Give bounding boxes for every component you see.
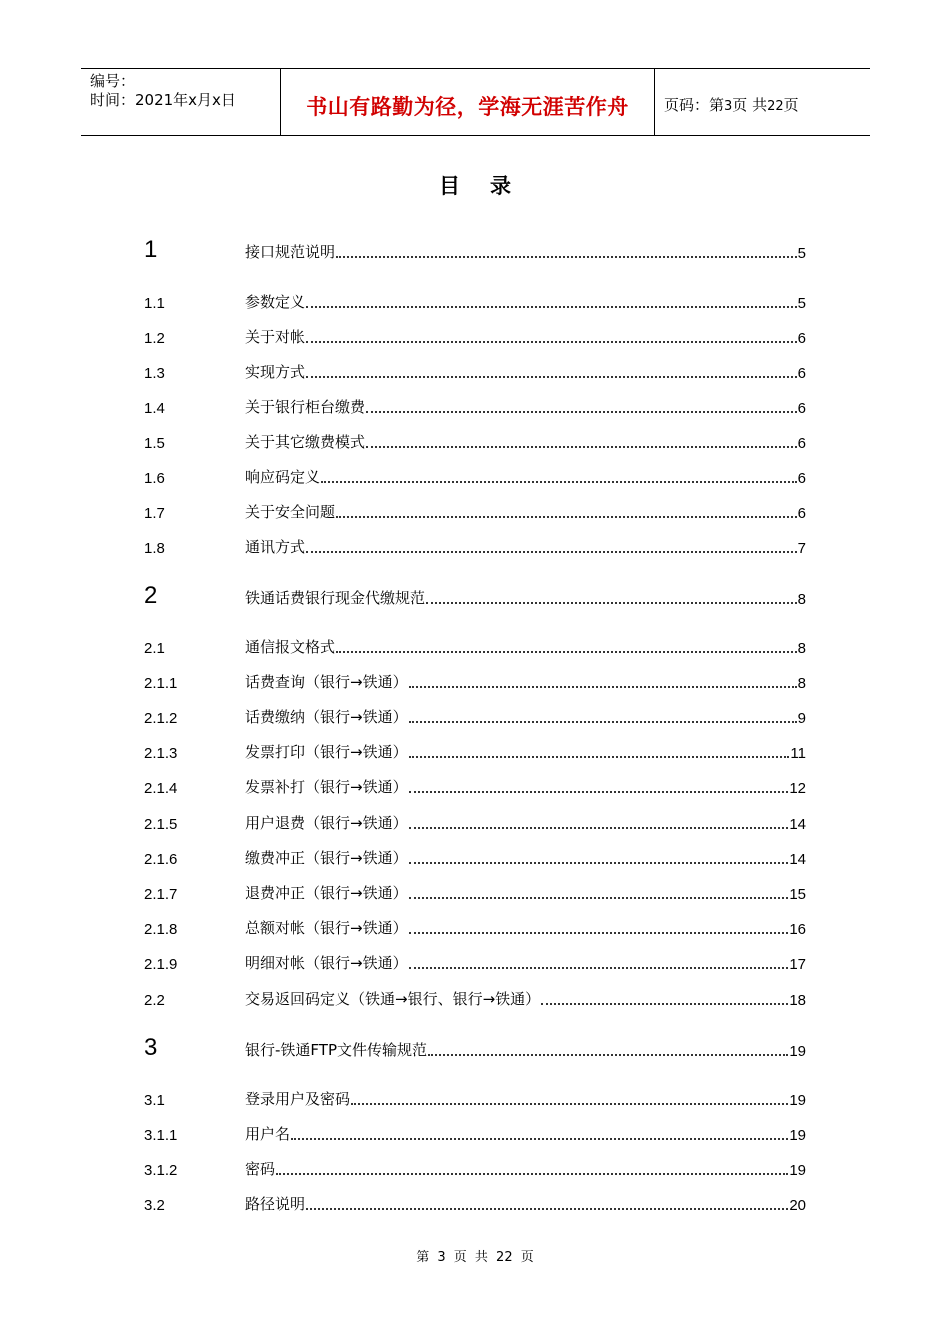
toc-entry-title: 参数定义 [245,293,306,311]
toc-entry-number: 2.1.8 [144,921,178,938]
toc-entry-title: 实现方式 [245,363,306,381]
toc-entry-line [245,1159,806,1179]
toc-entry-page: 12 [789,780,806,797]
toc-dot-leader [409,791,789,793]
toc-dot-leader [409,827,789,829]
toc-dot-leader [409,756,790,758]
toc-entry[interactable] [0,951,950,975]
toc-dot-leader [336,256,797,258]
toc-dot-leader [336,651,797,653]
toc-entry-line [245,637,806,657]
toc-entry-page: 6 [797,505,806,522]
toc-entry-number: 1 [144,236,158,263]
toc-entry[interactable] [0,1034,950,1062]
toc-dot-leader [366,446,797,448]
toc-entry-title: 响应码定义 [245,468,321,486]
toc-entry-line [245,327,806,347]
toc-entry[interactable] [0,500,950,524]
toc-dot-leader [409,967,789,969]
toc-entry-number: 3.1.1 [144,1127,178,1144]
toc-entry-page: 19 [789,1127,806,1144]
toc-dot-leader [409,862,789,864]
toc-entry[interactable] [0,916,950,940]
toc-entry-line [245,953,806,973]
toc-dot-leader [306,551,797,553]
toc-entry-number: 1.7 [144,505,165,522]
toc-entry-title: 用户名 [245,1125,291,1143]
toc-entry-number: 2.1.3 [144,745,178,762]
toc-dot-leader [291,1138,788,1140]
toc-entry-title: 关于其它缴费模式 [245,433,366,451]
toc-entry[interactable] [0,811,950,835]
toc-entry[interactable] [0,987,950,1011]
toc-entry-number: 2.2 [144,992,165,1009]
toc-entry-number: 2.1.7 [144,886,178,903]
toc-entry-title: 退费冲正（银行→铁通） [245,884,408,902]
toc-dot-leader [428,1054,788,1056]
toc-entry-line [245,848,806,868]
toc-entry-page: 6 [797,435,806,452]
toc-entry[interactable] [0,670,950,694]
toc-entry-title: 关于对帐 [245,328,306,346]
toc-entry[interactable] [0,846,950,870]
toc-dot-leader [351,1103,788,1105]
toc-entry[interactable] [0,360,950,384]
toc-entry-line [245,362,806,382]
toc-entry-line [245,1124,806,1144]
toc-entry-title: 接口规范说明 [245,243,336,261]
toc-entry-title: 交易返回码定义（铁通→银行、银行→铁通） [245,990,541,1008]
toc-entry-number: 3.2 [144,1197,165,1214]
toc-entry[interactable] [0,881,950,905]
toc-entry-line [245,742,806,762]
toc-entry-page: 5 [797,245,806,262]
toc-entry-title: 银行-铁通FTP文件传输规范 [245,1041,427,1059]
toc-entry-line [245,432,806,452]
toc-entry-title: 话费查询（银行→铁通） [245,673,408,691]
toc-entry-title: 发票补打（银行→铁通） [245,778,408,796]
toc-entry-line [245,292,806,312]
toc-entry-number: 1.3 [144,365,165,382]
toc-entry-page: 19 [789,1043,806,1060]
toc-entry-line [245,1040,806,1060]
toc-entry-title: 铁通话费银行现金代缴规范 [245,589,426,607]
toc-entry-title: 缴费冲正（银行→铁通） [245,849,408,867]
toc-entry[interactable] [0,740,950,764]
toc-entry-title: 登录用户及密码 [245,1090,351,1108]
toc-entry[interactable] [0,1157,950,1181]
toc-entry-number: 3 [144,1034,158,1061]
toc-entry-page: 19 [789,1092,806,1109]
toc-entry-title: 发票打印（银行→铁通） [245,743,408,761]
toc-entry-page: 20 [789,1197,806,1214]
header-meta [81,69,281,135]
toc-entry-page: 19 [789,1162,806,1179]
document-time: 时间：2021年x月x日 [90,91,236,109]
toc-entry-number: 2.1.9 [144,956,178,973]
toc-dot-leader [409,721,797,723]
toc-entry-page: 15 [789,886,806,903]
toc-entry-title: 路径说明 [245,1195,306,1213]
toc-entry-line [245,1194,806,1214]
toc-entry-line [245,707,806,727]
toc-entry[interactable] [0,705,950,729]
toc-entry[interactable] [0,430,950,454]
toc-entry[interactable] [0,582,950,610]
toc-entry-number: 2 [144,582,158,609]
toc-dot-leader [306,1208,788,1210]
toc-entry-page: 8 [797,591,806,608]
toc-entry-number: 1.5 [144,435,165,452]
toc-entry-number: 2.1.6 [144,851,178,868]
toc-entry-number: 2.1 [144,640,165,657]
toc-entry-line [245,588,806,608]
header-page-cell [655,69,870,135]
toc-entry-page: 5 [797,295,806,312]
document-number-label: 编号： [90,72,136,90]
toc-entry-line [245,918,806,938]
page-total: 22 [767,99,784,114]
toc-entry[interactable] [0,1192,950,1216]
toc-entry-title: 通讯方式 [245,538,306,556]
toc-entry-number: 2.1.2 [144,710,178,727]
toc-entry[interactable] [0,465,950,489]
toc-entry-page: 16 [789,921,806,938]
toc-entry[interactable] [0,1087,950,1111]
toc-entry-title: 用户退费（银行→铁通） [245,814,408,832]
header-page-info [664,94,799,115]
toc-entry-title: 话费缴纳（银行→铁通） [245,708,408,726]
toc-entry[interactable] [0,635,950,659]
toc-entry-page: 6 [797,470,806,487]
toc-entry-number: 2.1.4 [144,780,178,797]
toc-entry-page: 18 [789,992,806,1009]
toc-entry-page: 8 [797,675,806,692]
toc-entry-title: 关于银行柜台缴费 [245,398,366,416]
toc-entry-number: 1.6 [144,470,165,487]
toc-dot-leader [409,932,789,934]
toc-dot-leader [306,306,797,308]
toc-entry[interactable] [0,535,950,559]
page-current: 3 [724,99,733,114]
page-header [81,68,870,136]
toc-entry-line [245,883,806,903]
toc-entry-page: 8 [797,640,806,657]
toc-entry-number: 3.1.2 [144,1162,178,1179]
toc-entry[interactable] [0,395,950,419]
toc-entry-number: 1.2 [144,330,165,347]
toc-entry-line [245,813,806,833]
page-footer: 第 3 页 共 22 页 [416,1250,534,1265]
toc-entry-page: 14 [789,816,806,833]
toc-dot-leader [276,1173,788,1175]
toc-entry-number: 3.1 [144,1092,165,1109]
toc-entry-page: 11 [790,745,806,762]
toc-entry-title: 明细对帐（银行→铁通） [245,954,408,972]
toc-dot-leader [306,376,797,378]
toc-entry-number: 1.1 [144,295,165,312]
toc-entry-page: 6 [797,330,806,347]
toc-entry-title: 总额对帐（银行→铁通） [245,919,408,937]
toc-entry-number: 1.4 [144,400,165,417]
toc-entry[interactable] [0,775,950,799]
page-mid: 页 共 [732,96,768,114]
toc-entry-title: 密码 [245,1160,276,1178]
toc-entry[interactable] [0,1122,950,1146]
toc-entry-page: 17 [789,956,806,973]
page-label: 页码：第 [664,96,725,114]
toc-entry-page: 9 [797,710,806,727]
toc-title: 目录 [439,174,541,198]
toc-dot-leader [321,481,797,483]
toc-entry-line [245,397,806,417]
toc-entry-page: 6 [797,365,806,382]
toc-entry-page: 14 [789,851,806,868]
header-motto-cell [281,69,655,135]
toc-dot-leader [409,686,797,688]
toc-entry-line [245,502,806,522]
header-motto: 书山有路勤为径，学海无涯苦作舟 [306,95,629,119]
toc-entry-number: 2.1.1 [144,675,178,692]
toc-entry-line [245,672,806,692]
toc-entry[interactable] [0,325,950,349]
toc-dot-leader [409,897,789,899]
toc-entry-line [245,467,806,487]
toc-entry-page: 6 [797,400,806,417]
toc-entry-line [245,989,806,1009]
toc-dot-leader [306,341,797,343]
toc-dot-leader [426,602,797,604]
toc-entry-title: 关于安全问题 [245,503,336,521]
toc-entry[interactable] [0,290,950,314]
page-suffix: 页 [783,96,799,114]
toc-entry-line [245,537,806,557]
toc-dot-leader [541,1003,788,1005]
toc-entry-page: 7 [797,540,806,557]
toc-entry-title: 通信报文格式 [245,638,336,656]
toc-entry-line [245,242,806,262]
toc-entry[interactable] [0,236,950,264]
toc-entry-number: 1.8 [144,540,165,557]
toc-dot-leader [336,516,797,518]
toc-entry-line [245,1089,806,1109]
toc-dot-leader [366,411,797,413]
toc-entry-number: 2.1.5 [144,816,178,833]
toc-entry-line [245,777,806,797]
